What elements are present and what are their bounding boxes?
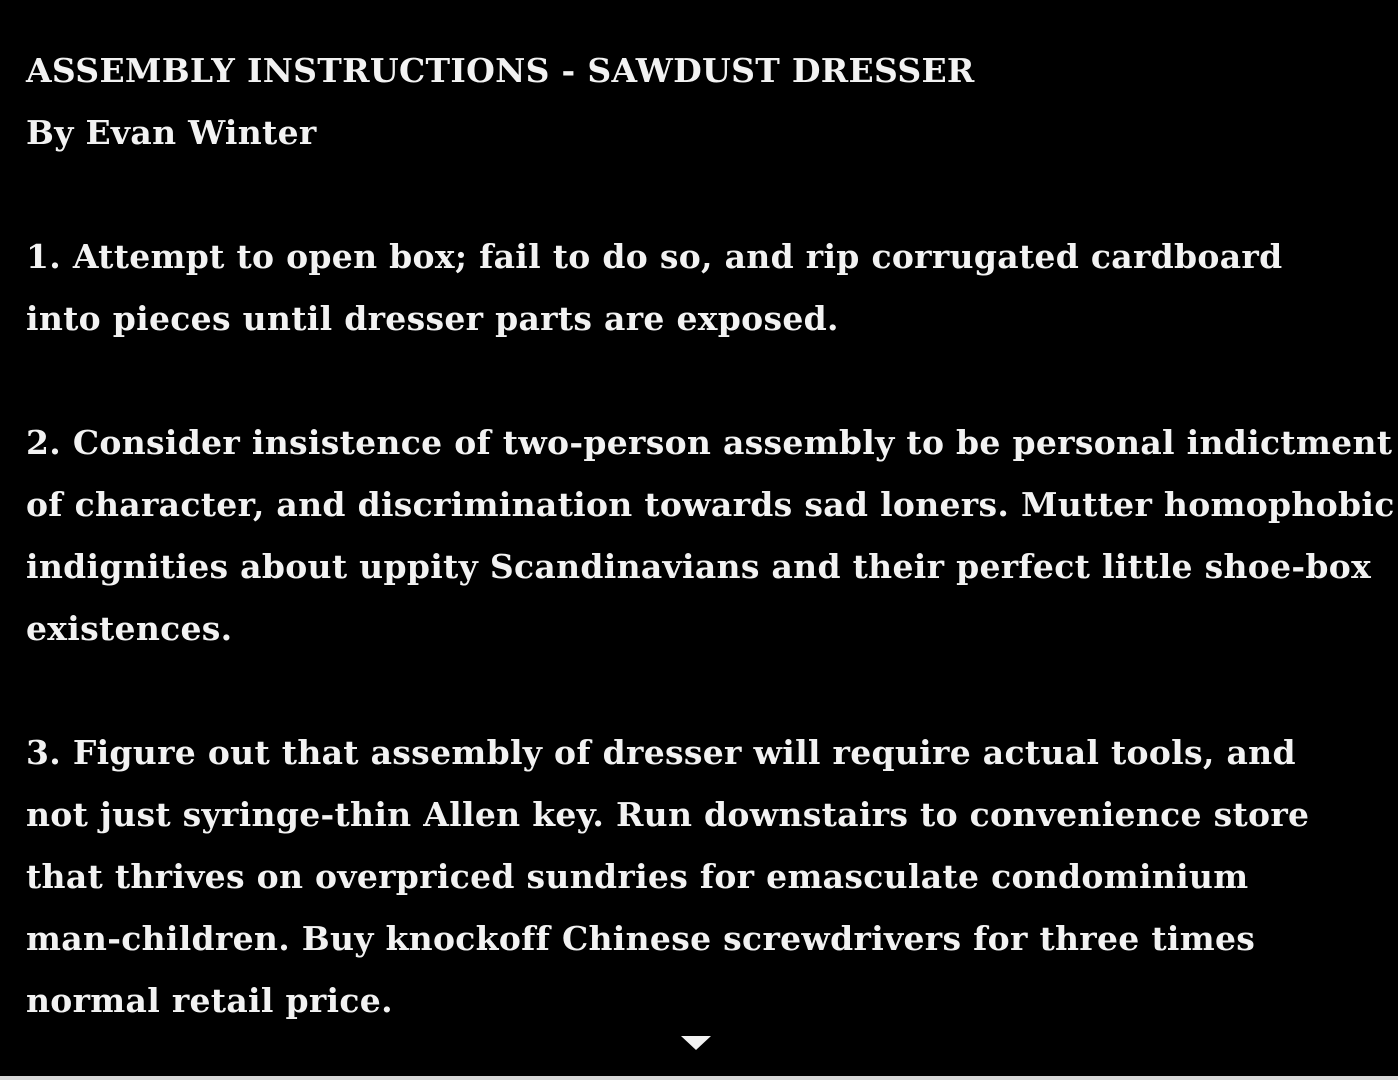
step-3-line-1: 3. Figure out that assembly of dresser will require actual tools, and (26, 733, 1296, 772)
step-3-line-5: normal retail price. (26, 981, 393, 1020)
step-1-line-1: 1. Attempt to open box; fail to do so, and rip corrugated cardboard (26, 237, 1283, 276)
step-3-line-2: not just syringe-thin Allen key. Run downstairs to convenience store (26, 795, 1310, 834)
byline: By Evan Winter (26, 113, 317, 152)
spacer (26, 350, 1366, 412)
step-3 (26, 722, 1366, 1032)
instructions-text (26, 40, 1395, 1032)
step-2 (26, 412, 1395, 660)
step-2-line-4: existences. (26, 609, 233, 648)
step-1 (26, 226, 1366, 350)
step-2-line-1: 2. Consider insistence of two-person assembly to be personal indictment (26, 423, 1393, 462)
step-3-line-3: that thrives on overpriced sundries for emasculate condominium (26, 857, 1249, 896)
step-2-line-3: indignities about uppity Scandinavians and their perfect little shoe-box (26, 547, 1372, 586)
step-3-line-4: man-children. Buy knockoff Chinese screwdrivers for three times (26, 919, 1256, 958)
step-1-line-2: into pieces until dresser parts are exposed. (26, 299, 839, 338)
triangle-down-icon[interactable] (681, 1036, 711, 1050)
bottom-border (0, 1076, 1398, 1080)
spacer (26, 660, 1366, 722)
document-title: ASSEMBLY INSTRUCTIONS - SAWDUST DRESSER (26, 51, 975, 90)
step-2-line-2: of character, and discrimination towards sad loners. Mutter homophobic (26, 485, 1395, 524)
spacer (26, 164, 1366, 226)
